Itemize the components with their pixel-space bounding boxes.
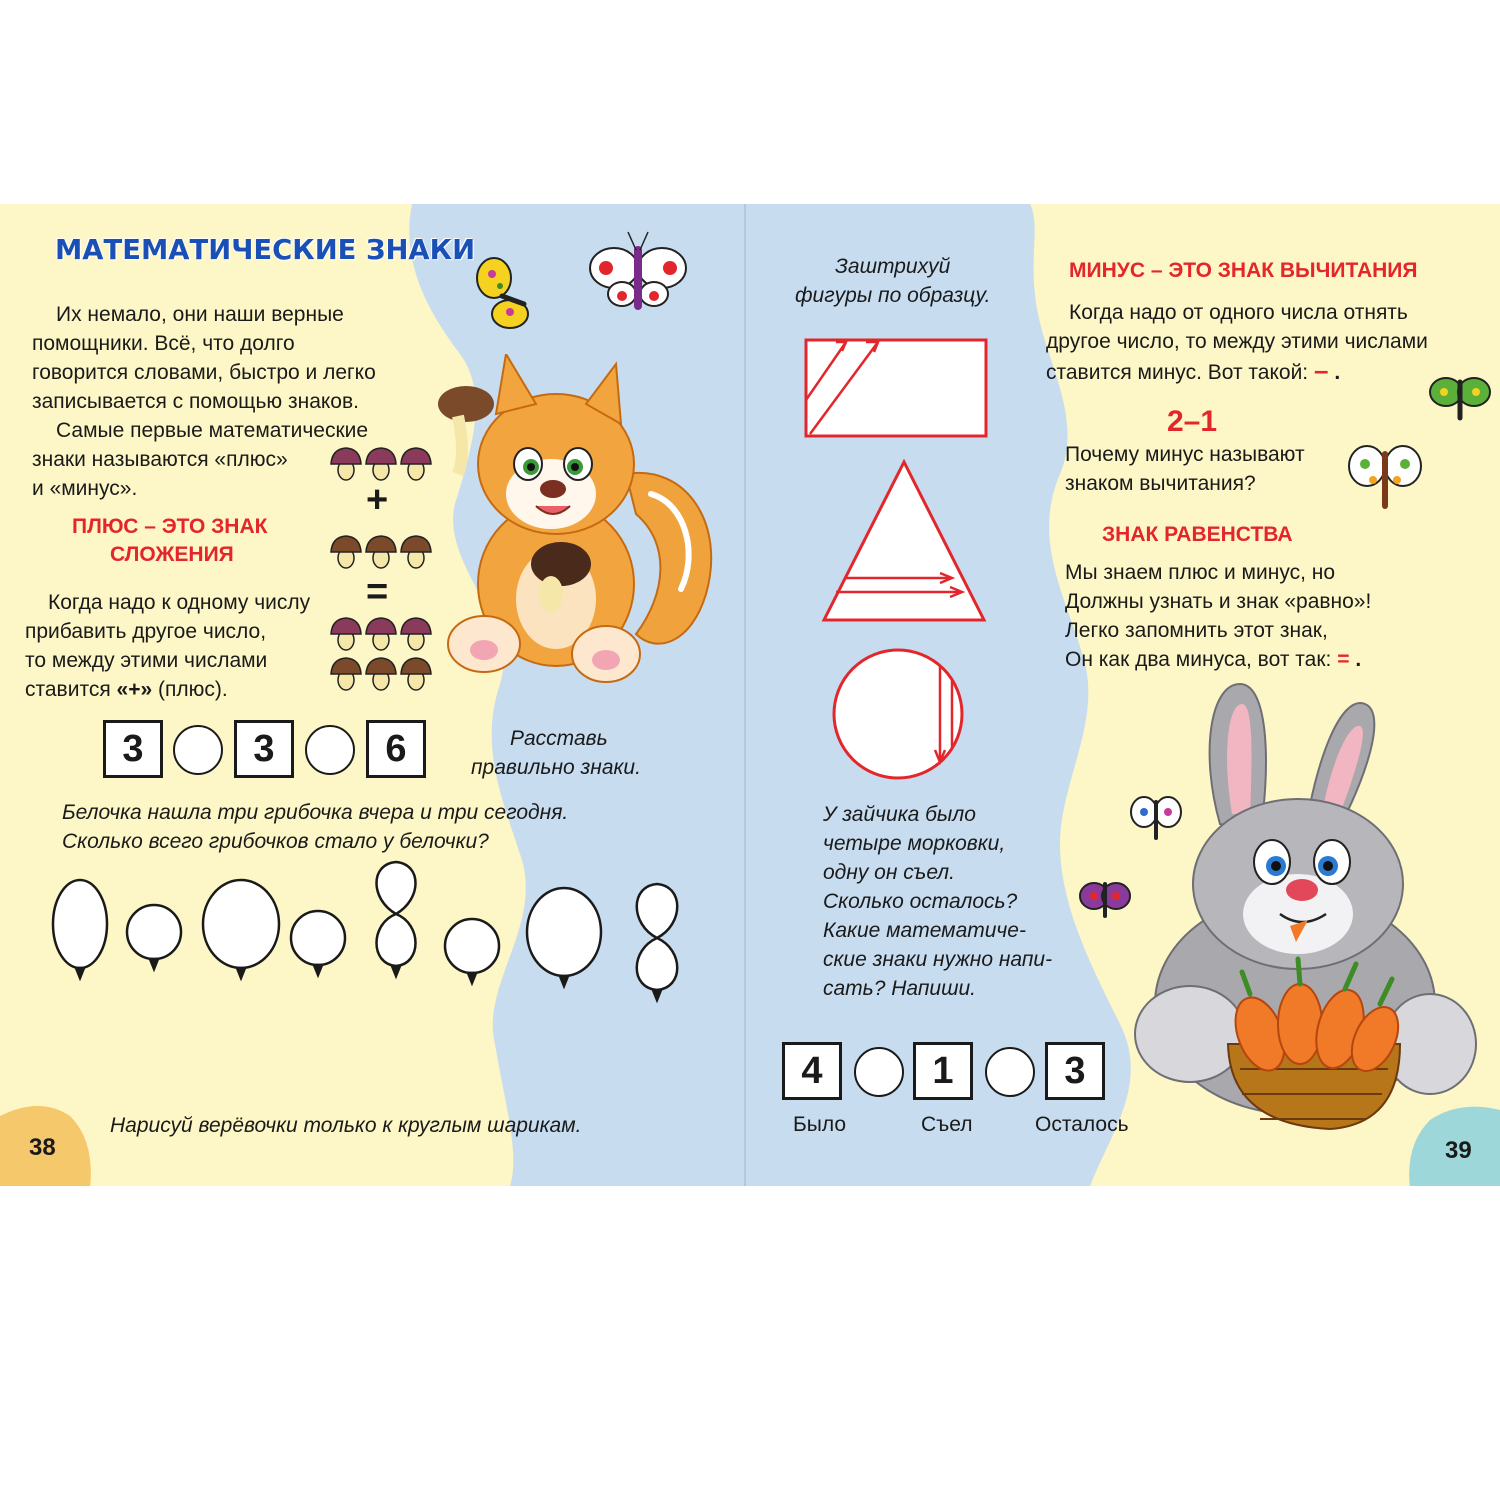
minus-text-line-3 — [1046, 356, 1340, 387]
balloon-icon — [637, 884, 678, 990]
shade-task-line-1: Заштрихуй — [835, 255, 951, 278]
butterfly-icon — [1078, 876, 1132, 922]
intro-line-6: знаки называются «плюс» — [32, 448, 288, 471]
minus-heading: МИНУС – ЭТО ЗНАК ВЫЧИТАНИЯ — [1069, 259, 1418, 282]
arrange-task-line-1: Расставь — [510, 727, 608, 750]
intro-line-5: Самые первые математические — [56, 419, 369, 442]
arrange-task-line-2: правильно знаки. — [471, 756, 641, 779]
shading-shapes — [800, 334, 1000, 784]
equation-label-осталось: Осталось — [1035, 1113, 1129, 1136]
equation-label-было: Было — [793, 1113, 847, 1136]
bunny-task-line-6: ские знаки нужно напи- — [823, 948, 1053, 971]
equals-text-line-1: Мы знаем плюс и минус, но — [1065, 561, 1336, 584]
minus-example: 2–1 — [1167, 405, 1218, 438]
equation-box-2[interactable]: 3 — [234, 720, 294, 778]
balloon-icon — [445, 919, 499, 973]
equals-period: . — [1355, 648, 1362, 671]
plus-text-line-1: Когда надо к одному числу — [48, 591, 311, 614]
minus-symbol: – — [1314, 355, 1329, 385]
plus-text-ставится: ставится — [25, 678, 111, 701]
plus-text-line-4 — [25, 675, 228, 704]
equation-box-5[interactable]: 1 — [913, 1042, 973, 1100]
equals-symbol: = — [366, 571, 389, 613]
bunny-task-line-4: Сколько осталось? — [823, 890, 1018, 913]
balloon-icon — [377, 862, 416, 966]
plus-text-paren: (плюс). — [158, 678, 228, 701]
equation-box-4[interactable]: 4 — [782, 1042, 842, 1100]
balloon-icon — [203, 880, 279, 968]
intro-line-4: записывается с помощью знаков. — [32, 390, 359, 413]
plus-text-symbol: «+» — [116, 678, 153, 701]
butterfly-icon — [1345, 440, 1425, 516]
intro-line-1: Их немало, они наши верные — [56, 303, 344, 326]
shade-task-line-2: фигуры по образцу. — [795, 284, 991, 307]
equation-sign-slot-3[interactable] — [854, 1047, 904, 1097]
butterfly-icon — [586, 228, 690, 318]
equals-text-line-2: Должны узнать и знак «равно»! — [1065, 590, 1372, 613]
equation-sign-slot-1[interactable] — [173, 725, 223, 775]
page-title: МАТЕМАТИЧЕСКИЕ ЗНАКИ — [55, 233, 476, 266]
bunny-task-line-1: У зайчика было — [823, 803, 976, 826]
bunny-task-line-5: Какие математиче- — [823, 919, 1026, 942]
balloons-row — [40, 854, 710, 1004]
squirrel-task-line-1: Белочка нашла три грибочка вчера и три сегодня. — [62, 801, 569, 824]
squirrel-illustration — [436, 354, 726, 694]
equation-box-6[interactable]: 3 — [1045, 1042, 1105, 1100]
equals-text-вот-так: Он как два минуса, вот так: — [1065, 648, 1332, 671]
balloons-task: Нарисуй верёвочки только к круглым шарикам. — [110, 1114, 582, 1137]
butterfly-icon — [1428, 370, 1494, 430]
equation-box-3[interactable]: 6 — [366, 720, 426, 778]
minus-period: . — [1334, 361, 1341, 384]
bunny-task-line-2: четыре морковки, — [823, 832, 1006, 855]
butterfly-icon — [472, 256, 542, 336]
balloon-icon — [291, 911, 345, 965]
plus-symbol: + — [366, 479, 389, 521]
page-number-left: 38 — [29, 1134, 56, 1161]
equation-sign-slot-2[interactable] — [305, 725, 355, 775]
plus-heading-line-2: СЛОЖЕНИЯ — [110, 543, 234, 566]
book-spread — [0, 204, 1500, 1186]
plus-text-line-3: то между этими числами — [25, 649, 268, 672]
plus-heading-line-1: ПЛЮС – ЭТО ЗНАК — [72, 515, 268, 538]
page-number-right: 39 — [1445, 1137, 1472, 1164]
equals-symbol: = — [1337, 648, 1350, 671]
equation-sign-slot-4[interactable] — [985, 1047, 1035, 1097]
question-line-1: Почему минус называют — [1065, 443, 1305, 466]
balloon-icon — [53, 880, 107, 968]
balloon-icon — [527, 888, 601, 976]
equation-label-съел: Съел — [921, 1113, 973, 1136]
equation-box-1[interactable]: 3 — [103, 720, 163, 778]
equals-text-line-3: Легко запомнить этот знак, — [1065, 619, 1328, 642]
squirrel-task-line-2: Сколько всего грибочков стало у белочки? — [62, 830, 489, 853]
plus-text-line-2: прибавить другое число, — [25, 620, 267, 643]
balloon-icon — [127, 905, 181, 959]
minus-text-line-1: Когда надо от одного числа отнять — [1069, 301, 1408, 324]
intro-line-2: помощники. Всё, что долго — [32, 332, 295, 355]
bunny-task-line-7: сать? Напиши. — [823, 977, 977, 1000]
equals-text-line-4 — [1065, 645, 1361, 674]
bunny-task-line-3: одну он съел. — [823, 861, 955, 884]
equals-heading: ЗНАК РАВЕНСТВА — [1102, 523, 1293, 546]
bunny-illustration — [1130, 674, 1490, 1144]
intro-line-7: и «минус». — [32, 477, 138, 500]
minus-text-line-2: другое число, то между этими числами — [1046, 330, 1428, 353]
minus-text-ставится: ставится минус. Вот такой: — [1046, 361, 1309, 384]
intro-line-3: говорится словами, быстро и легко — [32, 361, 376, 384]
question-line-2: знаком вычитания? — [1065, 472, 1256, 495]
